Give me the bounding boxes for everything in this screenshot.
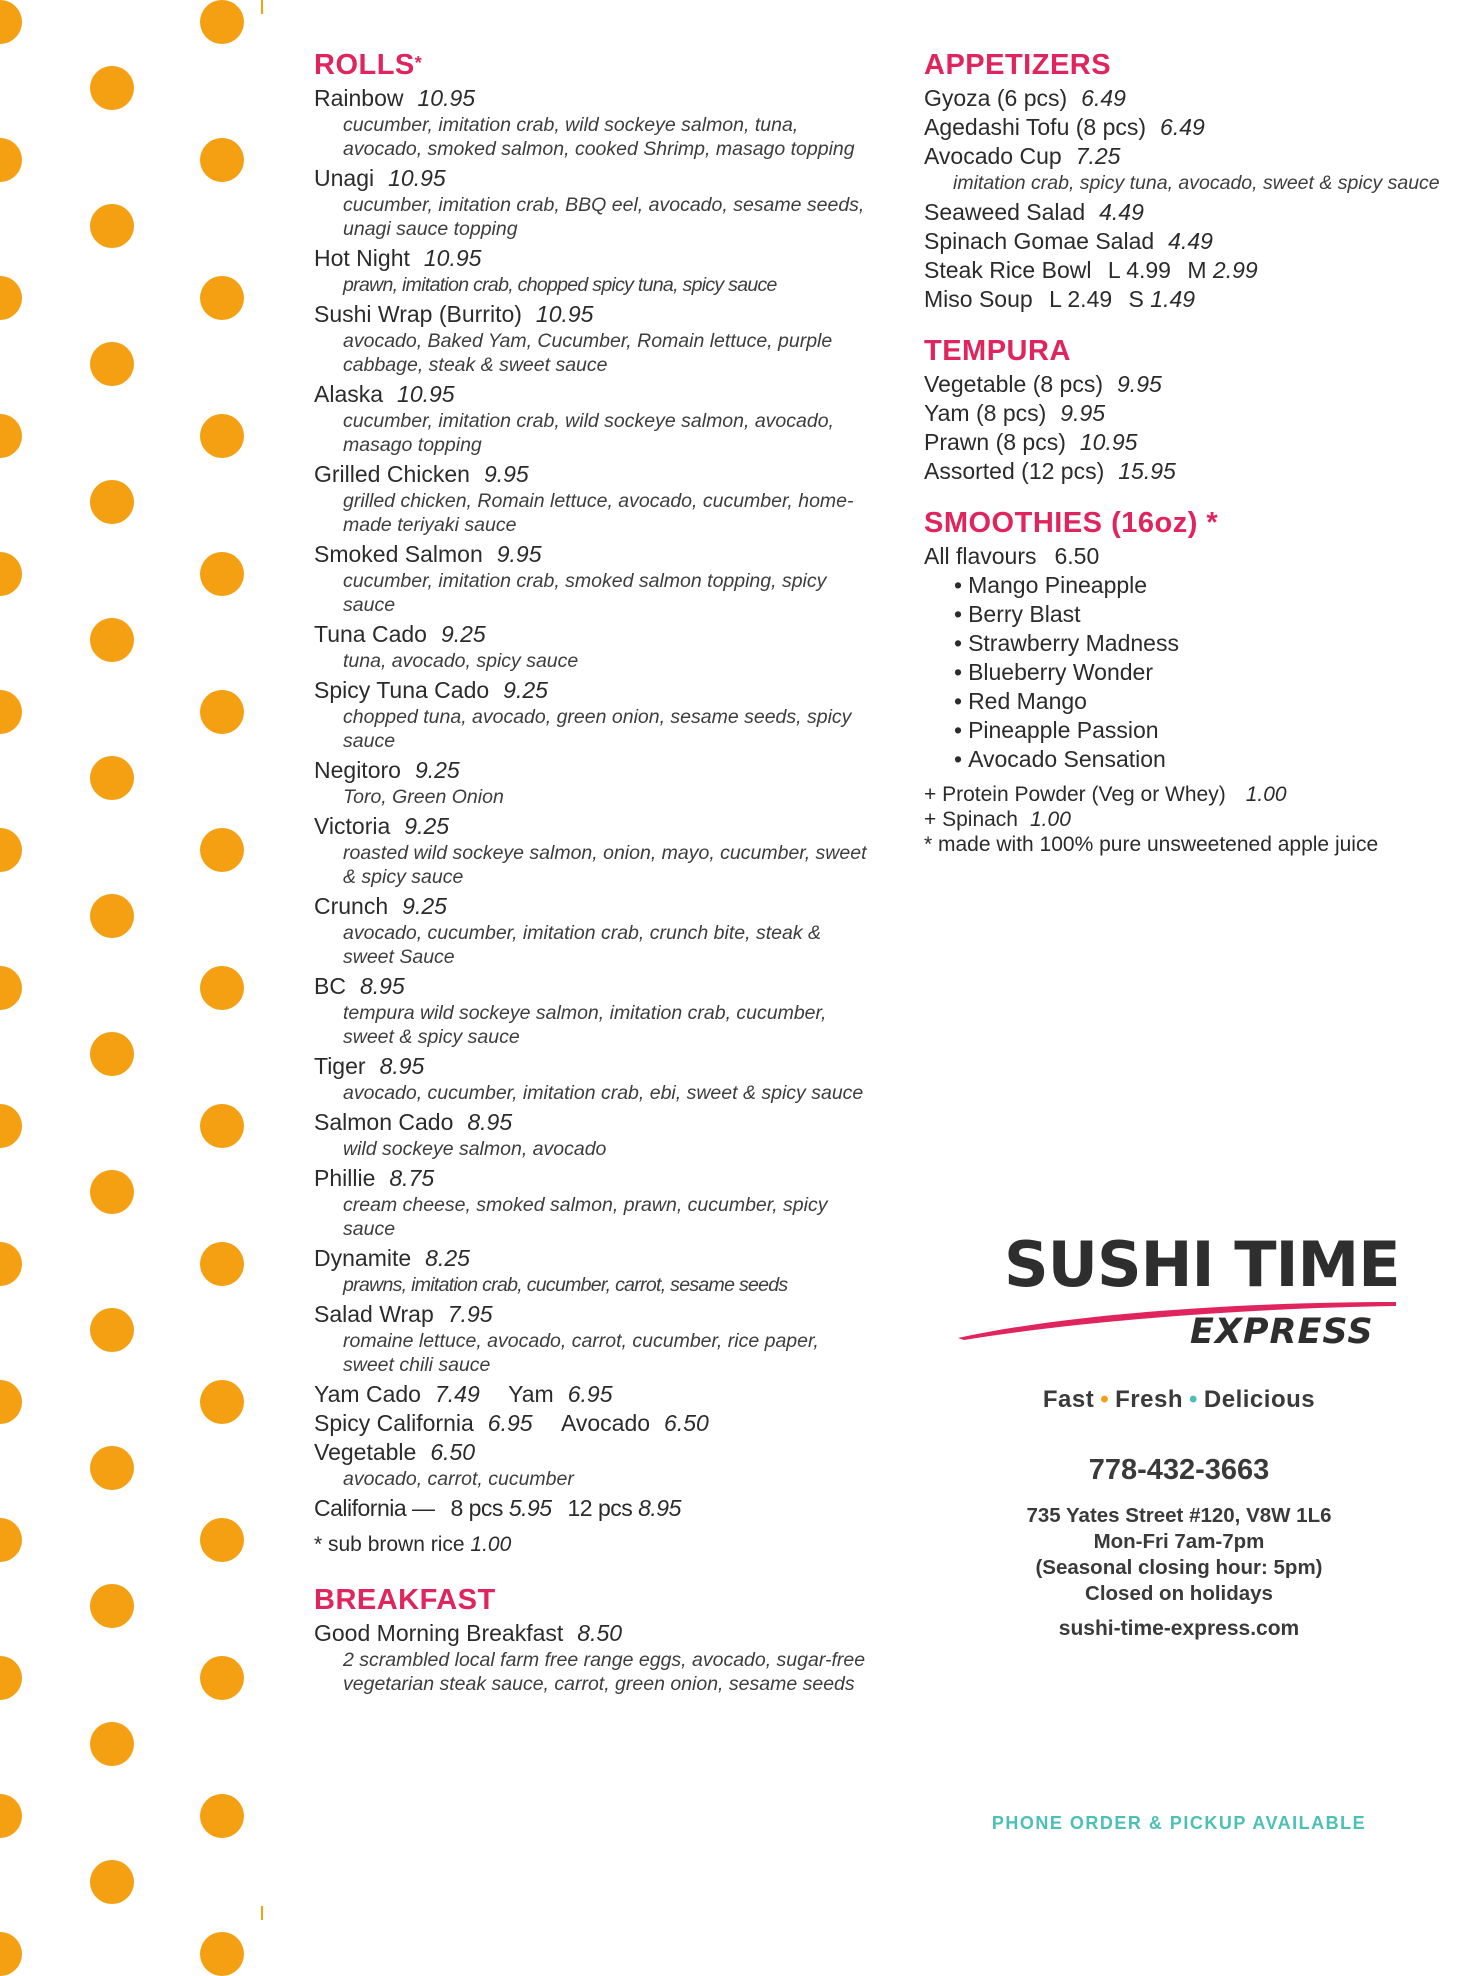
menu-item-description: tuna, avocado, spicy sauce bbox=[343, 650, 579, 672]
polka-dot bbox=[200, 828, 244, 872]
tempura-section bbox=[924, 332, 1444, 486]
polka-dot bbox=[90, 1584, 134, 1628]
menu-item-description: avocado, cucumber, imitation crab, ebi, sweet & spicy sauce bbox=[343, 1082, 864, 1104]
menu-item-roll: Salmon Cado 8.95 bbox=[314, 1109, 513, 1135]
menu-item-roll: Dynamite 8.25 bbox=[314, 1245, 470, 1271]
left-column bbox=[314, 46, 874, 1714]
polka-dot bbox=[90, 1446, 134, 1490]
flavour-item: • Mango Pineapple bbox=[954, 571, 1444, 600]
polka-dot bbox=[0, 1380, 22, 1424]
polka-dot bbox=[200, 1518, 244, 1562]
polka-dot bbox=[0, 1794, 22, 1838]
menu-item-california: California — 8 pcs 5.95 12 pcs 8.95 bbox=[314, 1495, 681, 1521]
menu-item-gyoza: Gyoza (6 pcs) 6.49 bbox=[924, 85, 1126, 111]
menu-item-miso-soup: Miso Soup L 2.49 S 1.49 bbox=[924, 286, 1196, 312]
polka-dot bbox=[200, 138, 244, 182]
polka-dot bbox=[0, 1104, 22, 1148]
rolls-list bbox=[314, 84, 874, 1377]
phone-number: 778-432-3663 bbox=[1088, 1454, 1270, 1486]
website: sushi-time-express.com bbox=[1058, 1617, 1300, 1640]
menu-item-description: tempura wild sockeye salmon, imitation crab, cucumber, sweet & spicy sauce bbox=[343, 1002, 827, 1048]
polka-dot bbox=[0, 1518, 22, 1562]
menu-item-vegetable: Vegetable 6.50 bbox=[314, 1439, 476, 1465]
menu-item-roll: Tuna Cado 9.25 bbox=[314, 621, 486, 647]
spinach-addon: + Spinach 1.00 bbox=[924, 808, 1071, 831]
menu-item-description: avocado, cucumber, imitation crab, crunch bite, steak & sweet Sauce bbox=[343, 922, 821, 968]
menu-item-tempura: Prawn (8 pcs) 10.95 bbox=[924, 429, 1138, 455]
menu-item-roll: Smoked Salmon 9.95 bbox=[314, 541, 542, 567]
polka-dot bbox=[0, 414, 22, 458]
menu-item-avocado-cup: Avocado Cup 7.25 bbox=[924, 143, 1121, 169]
menu-item-roll: Phillie 8.75 bbox=[314, 1165, 435, 1191]
breakfast-heading: BREAKFAST bbox=[314, 1584, 496, 1616]
menu-item-description: Toro, Green Onion bbox=[343, 786, 504, 808]
rolls-section bbox=[314, 46, 874, 1557]
polka-dot bbox=[0, 966, 22, 1010]
edge-mark bbox=[261, 1906, 263, 1920]
menu-item-roll: Rainbow 10.95 bbox=[314, 85, 476, 111]
edge-mark bbox=[261, 0, 263, 14]
menu-item-description: wild sockeye salmon, avocado bbox=[343, 1138, 607, 1160]
menu-item-yam-cado-yam: Yam Cado 7.49 Yam 6.95 bbox=[314, 1381, 613, 1407]
menu-item-roll: Negitoro 9.25 bbox=[314, 757, 460, 783]
tempura-list bbox=[924, 370, 1444, 486]
polka-dot bbox=[90, 342, 134, 386]
menu-item-description: prawn, imitation crab, chopped spicy tuna, spicy sauce bbox=[343, 274, 777, 296]
menu-item-description: romaine lettuce, avocado, carrot, cucumber, rice paper, sweet chili sauce bbox=[343, 1330, 819, 1376]
polka-dot bbox=[90, 66, 134, 110]
menu-item-description: grilled chicken, Romain lettuce, avocado, cucumber, home-made teriyaki sauce bbox=[343, 490, 854, 536]
menu-item-tempura: Assorted (12 pcs) 15.95 bbox=[924, 458, 1176, 484]
menu-item-roll: Sushi Wrap (Burrito) 10.95 bbox=[314, 301, 594, 327]
menu-item-spicy-california-avocado: Spicy California 6.95 Avocado 6.50 bbox=[314, 1410, 709, 1436]
menu-item-roll: Tiger 8.95 bbox=[314, 1053, 425, 1079]
menu-item-description: 2 scrambled local farm free range eggs, avocado, sugar-free vegetarian steak sauce, carrot, green onion, sesame seeds bbox=[343, 1649, 866, 1695]
menu-item-roll: Victoria 9.25 bbox=[314, 813, 450, 839]
flavour-item: • Strawberry Madness bbox=[954, 629, 1444, 658]
polka-dot bbox=[200, 1380, 244, 1424]
polka-dot bbox=[200, 690, 244, 734]
polka-dot bbox=[200, 1656, 244, 1700]
polka-dot bbox=[0, 138, 22, 182]
flavour-item: • Red Mango bbox=[954, 687, 1444, 716]
apple-juice-note: * made with 100% pure unsweetened apple juice bbox=[924, 833, 1379, 856]
logo-main-text: SUSHI TIME bbox=[1004, 1228, 1400, 1301]
polka-dot bbox=[0, 690, 22, 734]
polka-dot bbox=[90, 204, 134, 248]
polka-dot bbox=[200, 1242, 244, 1286]
appetizers-section bbox=[924, 46, 1444, 314]
menu-item-roll: Salad Wrap 7.95 bbox=[314, 1301, 493, 1327]
polka-dot bbox=[200, 276, 244, 320]
menu-item-description: prawns, imitation crab, cucumber, carrot, sesame seeds bbox=[343, 1274, 788, 1296]
polka-dot bbox=[90, 1032, 134, 1076]
menu-item-description: imitation crab, spicy tuna, avocado, sweet & spicy sauce bbox=[953, 172, 1440, 194]
polka-dot bbox=[90, 1308, 134, 1352]
polka-dot bbox=[200, 1794, 244, 1838]
menu-item-description: avocado, Baked Yam, Cucumber, Romain lettuce, purple cabbage, steak & sweet sauce bbox=[343, 330, 833, 376]
menu-item-roll: Alaska 10.95 bbox=[314, 381, 455, 407]
polka-dot bbox=[0, 1656, 22, 1700]
address-hours: 735 Yates Street #120, V8W 1L6 Mon-Fri 7am-7pm (Seasonal closing hour: 5pm) Closed on holidays bbox=[1026, 1504, 1332, 1605]
polka-dot bbox=[90, 1860, 134, 1904]
menu-item-description: cucumber, imitation crab, BBQ eel, avocado, sesame seeds, unagi sauce topping bbox=[343, 194, 865, 240]
menu-item-description: roasted wild sockeye salmon, onion, mayo, cucumber, sweet & spicy sauce bbox=[343, 842, 867, 888]
menu-item-roll: Grilled Chicken 9.95 bbox=[314, 461, 529, 487]
menu-item-steak-rice-bowl: Steak Rice Bowl L 4.99 M 2.99 bbox=[924, 257, 1258, 283]
polka-dot bbox=[200, 414, 244, 458]
menu-item-roll: BC 8.95 bbox=[314, 973, 405, 999]
smoothie-extras bbox=[924, 782, 1444, 857]
menu-item-seaweed-salad: Seaweed Salad 4.49 bbox=[924, 199, 1144, 225]
menu-item-description: cucumber, imitation crab, smoked salmon topping, spicy sauce bbox=[343, 570, 827, 616]
polka-dot bbox=[0, 1242, 22, 1286]
polka-dot bbox=[200, 0, 244, 44]
polka-dot bbox=[90, 756, 134, 800]
menu-item-description: chopped tuna, avocado, green onion, sesame seeds, spicy sauce bbox=[343, 706, 852, 752]
flavour-item: • Avocado Sensation bbox=[954, 745, 1444, 774]
polka-dot bbox=[200, 1932, 244, 1976]
smoothies-section bbox=[924, 504, 1444, 857]
smoothies-heading: SMOOTHIES (16oz) * bbox=[924, 507, 1219, 539]
appetizers-heading: APPETIZERS bbox=[924, 49, 1112, 81]
polka-dot bbox=[90, 894, 134, 938]
menu-item-roll: Spicy Tuna Cado 9.25 bbox=[314, 677, 548, 703]
menu-item-agedashi-tofu: Agedashi Tofu (8 pcs) 6.49 bbox=[924, 114, 1205, 140]
polka-dot bbox=[90, 618, 134, 662]
polka-dot bbox=[0, 1932, 22, 1976]
menu-item-roll: Unagi 10.95 bbox=[314, 165, 446, 191]
menu-item-tempura: Vegetable (8 pcs) 9.95 bbox=[924, 371, 1162, 397]
menu-item-description: cream cheese, smoked salmon, prawn, cucumber, spicy sauce bbox=[343, 1194, 828, 1240]
tempura-heading: TEMPURA bbox=[924, 335, 1071, 367]
logo-sub-text: EXPRESS bbox=[1190, 1312, 1374, 1352]
menu-item-tempura: Yam (8 pcs) 9.95 bbox=[924, 400, 1106, 426]
right-column bbox=[924, 46, 1444, 875]
rolls-heading: ROLLS* bbox=[314, 49, 423, 81]
polka-dot bbox=[0, 276, 22, 320]
polka-dot bbox=[90, 480, 134, 524]
menu-item-roll: Crunch 9.25 bbox=[314, 893, 447, 919]
breakfast-section bbox=[314, 1581, 874, 1696]
protein-powder-addon: + Protein Powder (Veg or Whey) 1.00 bbox=[924, 783, 1287, 806]
menu-item-roll: Hot Night 10.95 bbox=[314, 245, 482, 271]
brown-rice-note: * sub brown rice 1.00 bbox=[314, 1533, 512, 1556]
menu-item-description: cucumber, imitation crab, wild sockeye salmon, avocado, masago topping bbox=[343, 410, 834, 456]
tagline: Fast • Fresh • Delicious bbox=[1042, 1386, 1316, 1413]
polka-dot-border bbox=[0, 0, 262, 1920]
flavour-item: • Pineapple Passion bbox=[954, 716, 1444, 745]
menu-item-description: avocado, carrot, cucumber bbox=[343, 1468, 574, 1490]
polka-dot bbox=[200, 966, 244, 1010]
polka-dot bbox=[0, 0, 22, 44]
flavour-list bbox=[924, 571, 1444, 774]
polka-dot bbox=[200, 1104, 244, 1148]
rolls-asterisk: * bbox=[414, 53, 423, 73]
menu-item-all-flavours: All flavours 6.50 bbox=[924, 543, 1100, 569]
flavour-item: • Berry Blast bbox=[954, 600, 1444, 629]
menu-item-spinach-gomae-salad: Spinach Gomae Salad 4.49 bbox=[924, 228, 1213, 254]
flavour-item: • Blueberry Wonder bbox=[954, 658, 1444, 687]
menu-item-good-morning-breakfast: Good Morning Breakfast 8.50 bbox=[314, 1620, 623, 1646]
pickup-notice: PHONE ORDER & PICKUP AVAILABLE bbox=[991, 1813, 1367, 1833]
polka-dot bbox=[0, 552, 22, 596]
polka-dot bbox=[90, 1722, 134, 1766]
polka-dot bbox=[200, 552, 244, 596]
menu-item-description: cucumber, imitation crab, wild sockeye salmon, tuna, avocado, smoked salmon, cooked Shrimp, masago topping bbox=[343, 114, 855, 160]
polka-dot bbox=[90, 1170, 134, 1214]
polka-dot bbox=[0, 828, 22, 872]
